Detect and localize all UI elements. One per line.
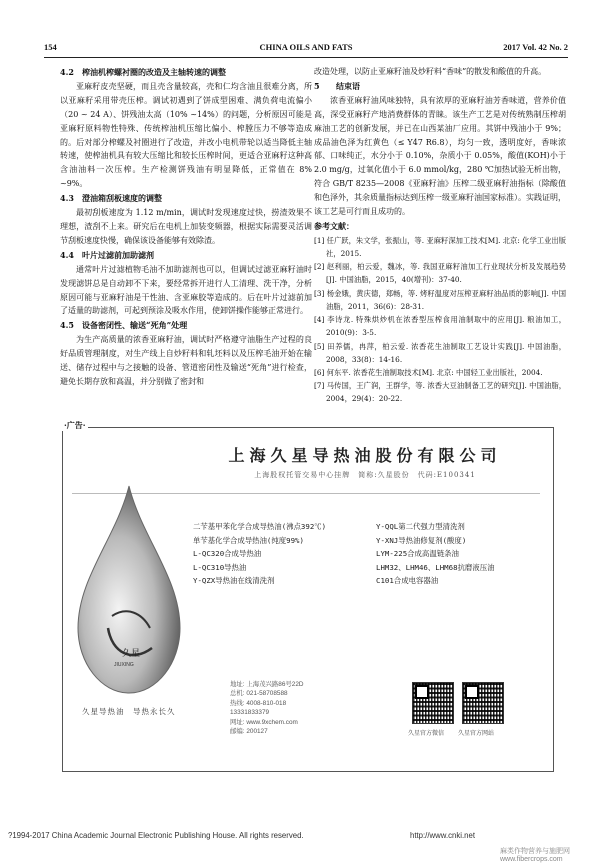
reference-item: [5] 田养儒，冉萍，柏云爱. 浓香花生油制取工艺设计实践[J]. 中国油脂，2008，33(8)：14-16. [314,341,566,364]
logo-text: 久星 [122,649,141,659]
reference-item: [7] 马传国，王广润，王群学，等. 浓香大豆油制备工艺的研究[J]. 中国油脂，2004，29(4)：20-22. [314,381,566,404]
product-item: C101合成电容器油 [376,576,439,586]
product-item: 单苄基化学合成导热油(纯度99%) [193,535,304,545]
ad-contact-block [230,680,304,736]
section-heading-5: 5 结束语 [314,80,360,91]
product-item: 二苄基甲苯化学合成导热油(沸点392℃) [193,522,327,531]
reference-item: [3] 杨金娥，黄庆德，郑畅，等. 烤籽温度对压榨亚麻籽油品质的影响[J]. 中国油脂，2011，36(6)：28-31. [314,288,566,311]
paragraph: 通常叶片过滤植物毛油不加助滤剂也可以，但调试过滤亚麻籽油时发现滤饼总是自动卸不下来，要经常拆开进行人工清理、洗干净，分析原因可能与亚麻籽油是干性油、含亚麻胶等造成的。后在叶片过滤前加了适量的助滤剂，可起到预涂及吸水作用，使卸饼操作能够正常进行。 [60,264,312,316]
product-item: Y-QZX导热油在线清洗剂 [193,576,275,586]
section-heading-4-3: 4.3 澄油箱刮板速度的调整 [60,193,162,204]
contact-line: 热线: 4008-810-018 [230,699,287,707]
section-heading-4-2: 4.2 榨油机榨螺衬圈的改造及主轴转速的调整 [60,67,226,77]
section-heading-4-5: 4.5 设备密闭性、输送“死角”处理 [60,320,188,331]
ad-label: ·广告· [64,420,86,430]
ad-slogan: 久星导热油 导热永长久 [82,707,176,716]
journal-name: CHINA OILS AND FATS [259,42,353,52]
reference-item: [2] 赵利丽，柏云爱，魏冰，等. 我国亚麻籽油加工行业现状分析及发展趋势[J]. 中国油脂，2015，40(增刊)：37-40. [314,262,566,285]
ad-tagline: 上海股权托管交易中心挂牌 简称:久星股份 代码:E100341 [254,471,476,479]
watermark: 麻类作物营养与施肥网 www.fibercrops.com [500,848,570,863]
product-item: L-QC320合成导热油 [193,549,262,559]
product-item: LHM32、LHM46、LHM68抗磨液压油 [376,562,495,572]
paragraph: 浓香亚麻籽油风味独特，具有浓厚的亚麻籽油芳香味道，营养价值高，深受亚麻籽产地消费群体的青睐。该生产工艺是对传统熟制压榨胡麻油工艺的创新发展，并已在山西某油厂应用。其饼中残油小于 9%；成品油色泽为红黄色（≤ Y47 R6.8），均匀一致，透明度好，香味浓郁、口味纯正，水分小于 0.10%，杂质小于 0.05%，酸值(KOH)小于 2.0 mg/g，过氧化值小于 6.0 mmol/kg，280 ℃加热试验无析出物，符合 GB/T 8235—2008《亚麻籽油》压榨二级亚麻籽油指标（除酸值和色泽外，其余质量指标达到压榨一级亚麻籽油国家标准）。实践证明，该工艺是可行而且成功的。 [314,95,566,217]
page-number: 154 [44,42,57,52]
paragraph: 为生产高质量的浓香亚麻籽油，调试时严格遵守油脂生产过程的良好品质管理制度，对生产线上自炒籽料和轧坯料以及压榨毛油开始在输送、储存过程中与之接触的设备、管道密闭性及输送“死角”进行检查，避免长期存放和高温，并分别做了密封和 [60,335,312,386]
paragraph: 最初刮板速度为 1.12 m/min，调试时发现速度过快，捞渣效果不理想，渣刮不上来。研究后在电机上加装变频器，根据实际需要灵活调节刮板速度快慢，确保该设备能够有效除渣。 [60,208,312,245]
product-list-left [193,520,326,588]
product-item: L-QC310导热油 [193,562,247,572]
qr-caption: 久星官方微信 [408,731,445,737]
running-header [44,42,568,56]
contact-line: 总机: 021-58708588 [230,690,288,698]
product-item: LYM-225合成高温链条油 [376,549,459,559]
qr-caption: 久星官方网站 [458,731,495,737]
contact-line: 邮编: 200127 [230,728,268,736]
section-heading-4-4: 4.4 叶片过滤前加助滤剂 [60,249,154,260]
contact-line: 地址: 上海茂兴路86号22D [230,681,304,688]
reference-item: [4] 李诗龙. 特殊烘炒机在浓香型压榨食用油制取中的应用[J]. 粮油加工，2010(9)：3-5. [314,315,566,338]
header-rule [44,57,568,58]
product-item: Y-QQL第二代强力型清洗剂 [376,522,465,531]
wechat-qr-code-icon [412,682,454,724]
reference-item: [1] 任广跃，朱文学，张振山，等. 亚麻籽深加工技术[M]. 北京: 化学工业出版社，2015. [314,235,566,259]
left-column [60,65,312,389]
oil-drop-logo-icon [72,478,187,703]
product-list-right [376,520,494,588]
website-qr-code-icon [462,682,504,724]
contact-line: 13331833379 [230,709,270,717]
copyright-notice: ?1994-2017 China Academic Journal Electronic Publishing House. All rights reserved. [8,831,304,840]
reference-item: [6] 何东平. 浓香花生油制取技术[M]. 北京: 中国轻工业出版社，2004. [314,367,543,377]
product-item: Y-XNJ导热油修复剂(酸度) [376,535,467,545]
right-column [314,65,566,406]
ad-company-name: 上海久星导热油股份有限公司 [228,446,502,465]
paragraph-continuation: 改造处理，以防止亚麻籽油及炒籽料“香味”的散发和酸值的升高。 [314,67,547,76]
contact-line: 网址: www.9xchem.com [230,718,298,726]
paragraph: 亚麻籽皮壳坚硬，而且壳含量较高，壳和仁均含油且很难分离，所以亚麻籽采用带壳压榨。调试初遇到了饼成型困难、满负荷电流偏小（20 ~ 24 A）、饼残油太高（10% ~14%）的问题，分析原因可能是亚麻籽原料物性特殊、传统榨油机压缩比偏小、榨膛压力不够等造成的。后对部分榨螺及衬圈进行了改造，并改小电机带轮以适当降低主轴转速，使榨油机具有较大压缩比和较长压榨时间，更适合亚麻籽这种高含油油料一次压榨。生产检测饼残油有明显降低，正常值在 8% ~9%。 [60,81,312,189]
logo-subtext: JIUXING [114,662,134,668]
references-title: 参考文献： [314,220,354,231]
volume-issue: 2017 Vol. 42 No. 2 [503,42,568,52]
cnki-link[interactable]: http://www.cnki.net [410,831,476,840]
